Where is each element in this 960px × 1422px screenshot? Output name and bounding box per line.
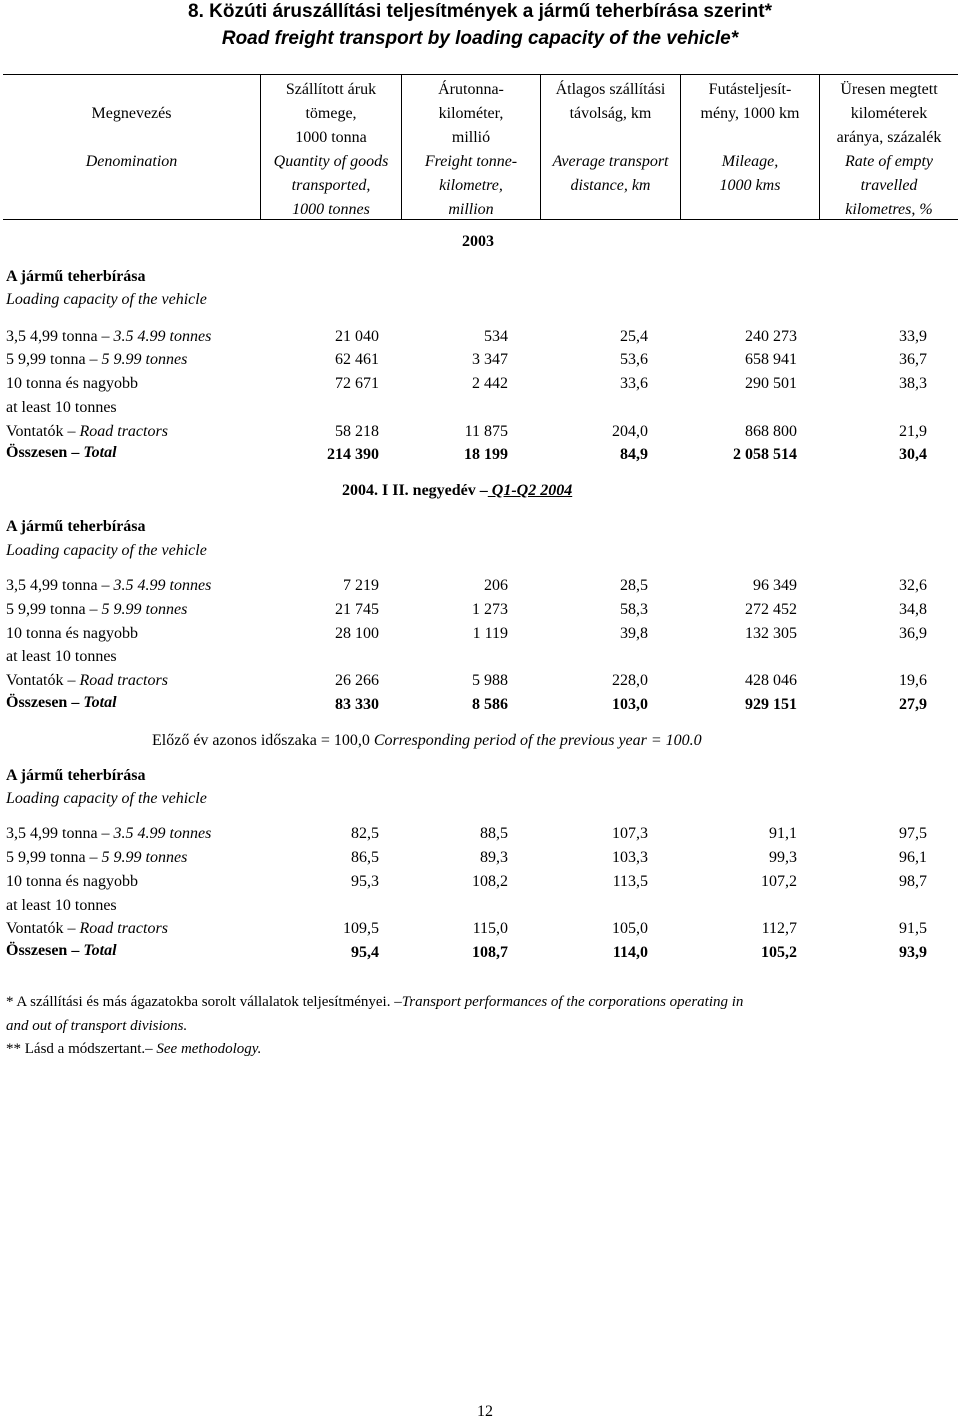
header-text: Megnevezés xyxy=(91,105,172,122)
header-mileage xyxy=(681,78,819,198)
header-text: Freight tonne- xyxy=(424,153,518,170)
table-cell: 3 347 xyxy=(472,351,508,368)
header-text: kilometres, % xyxy=(845,201,933,218)
table-cell: 868 800 xyxy=(745,423,797,440)
table-cell: 28 100 xyxy=(335,625,379,642)
table-cell-total: 114,0 xyxy=(612,944,648,961)
table-cell: 240 273 xyxy=(745,328,797,345)
table-cell-total: 95,4 xyxy=(351,944,379,961)
table-cell: 39,8 xyxy=(620,625,648,642)
table-cell: 62 461 xyxy=(335,351,379,368)
table-cell-total: 83 330 xyxy=(335,696,379,713)
row-label-5-9: 5 9,99 tonna – 5 9.99 tonnes xyxy=(6,849,188,866)
capacity-label: A jármű teherbírása xyxy=(6,268,146,285)
table-cell: 88,5 xyxy=(480,825,508,842)
row-label-10plus: 10 tonna és nagyobb xyxy=(6,873,138,890)
header-text: transported, xyxy=(291,177,371,194)
header-text: million xyxy=(448,201,494,218)
table-cell: 72 671 xyxy=(335,375,379,392)
table-cell: 105,0 xyxy=(612,920,648,937)
table-cell: 534 xyxy=(484,328,508,345)
header-text: Quantity of goods xyxy=(273,153,389,170)
table-cell: 96,1 xyxy=(899,849,927,866)
table-cell: 113,5 xyxy=(612,873,648,890)
table-cell: 107,2 xyxy=(761,873,797,890)
table-cell: 26 266 xyxy=(335,672,379,689)
header-text: 1000 kms xyxy=(719,177,781,194)
row-label-total: Összesen – Total xyxy=(6,942,117,959)
table-cell: 11 875 xyxy=(464,423,508,440)
table-cell-total: 105,2 xyxy=(761,944,797,961)
header-tonne-km xyxy=(402,78,540,222)
row-label-3-5: 3,5 4,99 tonna – 3.5 4.99 tonnes xyxy=(6,328,212,345)
header-text: Average transport xyxy=(552,153,669,170)
header-text: distance, km xyxy=(570,177,651,194)
table-cell-total: 929 151 xyxy=(745,696,797,713)
table-cell-total: 30,4 xyxy=(899,446,927,463)
table-cell: 21 745 xyxy=(335,601,379,618)
table-cell: 32,6 xyxy=(899,577,927,594)
row-label-5-9: 5 9,99 tonna – 5 9.99 tonnes xyxy=(6,601,188,618)
footnote-1: * A szállítási és más ágazatokba sorolt vállalatok teljesítményei. –Transport performances of the corporations operating in xyxy=(6,994,744,1010)
header-text: Rate of empty xyxy=(845,153,933,170)
table-cell: 25,4 xyxy=(620,328,648,345)
header-text: millió xyxy=(451,129,491,146)
row-label-10plus-en: at least 10 tonnes xyxy=(6,399,117,416)
table-cell: 109,5 xyxy=(343,920,379,937)
page-number: 12 xyxy=(477,1403,493,1420)
table-cell: 36,9 xyxy=(899,625,927,642)
table-cell: 95,3 xyxy=(351,873,379,890)
table-cell-total: 93,9 xyxy=(899,944,927,961)
table-cell: 206 xyxy=(484,577,508,594)
header-text: Árutonna- xyxy=(438,81,504,98)
row-label-total: Összesen – Total xyxy=(6,444,117,461)
table-cell: 28,5 xyxy=(620,577,648,594)
row-label-10plus: 10 tonna és nagyobb xyxy=(6,375,138,392)
table-cell: 1 119 xyxy=(472,625,508,642)
header-text: aránya, százalék xyxy=(836,129,942,146)
row-label-tractors: Vontatók – Road tractors xyxy=(6,920,168,937)
capacity-label-en: Loading capacity of the vehicle xyxy=(6,291,207,308)
capacity-label-en: Loading capacity of the vehicle xyxy=(6,790,207,807)
table-cell: 82,5 xyxy=(351,825,379,842)
table-cell: 7 219 xyxy=(343,577,379,594)
table-cell: 2 442 xyxy=(472,375,508,392)
capacity-label: A jármű teherbírása xyxy=(6,767,146,784)
table-cell: 91,5 xyxy=(899,920,927,937)
header-text: Üresen megtett xyxy=(840,81,938,98)
table-cell: 132 305 xyxy=(745,625,797,642)
table-cell: 99,3 xyxy=(769,849,797,866)
table-cell: 97,5 xyxy=(899,825,927,842)
header-text: tömege, xyxy=(305,105,357,122)
table-cell: 53,6 xyxy=(620,351,648,368)
table-cell: 228,0 xyxy=(612,672,648,689)
header-empty-rate xyxy=(820,78,958,222)
table-cell-total: 108,7 xyxy=(472,944,508,961)
row-label-tractors: Vontatók – Road tractors xyxy=(6,423,168,440)
row-label-total: Összesen – Total xyxy=(6,694,117,711)
table-cell: 107,3 xyxy=(612,825,648,842)
table-cell-total: 18 199 xyxy=(464,446,508,463)
header-text: távolság, km xyxy=(569,105,652,122)
footnote-1-cont: and out of transport divisions. xyxy=(6,1018,188,1034)
header-text: Szállított áruk xyxy=(285,81,377,98)
header-distance xyxy=(541,78,680,198)
table-cell: 36,7 xyxy=(899,351,927,368)
header-denomination xyxy=(3,102,260,174)
header-text: kilométer, xyxy=(438,105,504,122)
header-text: Mileage, xyxy=(721,153,779,170)
header-text: travelled xyxy=(860,177,918,194)
table-cell: 1 273 xyxy=(472,601,508,618)
section-label-index: Előző év azonos időszaka = 100,0 Corresponding period of the previous year = 100.0 xyxy=(152,732,702,749)
table-cell: 38,3 xyxy=(899,375,927,392)
table-cell: 89,3 xyxy=(480,849,508,866)
row-label-3-5: 3,5 4,99 tonna – 3.5 4.99 tonnes xyxy=(6,825,212,842)
table-cell: 34,8 xyxy=(899,601,927,618)
footnote-2: ** Lásd a módszertant.– See methodology. xyxy=(6,1041,262,1057)
header-text: kilometre, xyxy=(439,177,503,194)
header-text: kilométerek xyxy=(850,105,928,122)
table-cell: 58 218 xyxy=(335,423,379,440)
header-text: Átlagos szállítási xyxy=(555,81,666,98)
row-label-10plus-en: at least 10 tonnes xyxy=(6,897,117,914)
header-text: Denomination xyxy=(85,153,178,170)
table-cell: 21 040 xyxy=(335,328,379,345)
row-label-10plus: 10 tonna és nagyobb xyxy=(6,625,138,642)
table-cell: 58,3 xyxy=(620,601,648,618)
header-text: mény, 1000 km xyxy=(700,105,800,122)
header-quantity xyxy=(261,78,401,222)
table-cell-total: 103,0 xyxy=(612,696,648,713)
table-cell-total: 214 390 xyxy=(327,446,379,463)
table-cell-total: 8 586 xyxy=(472,696,508,713)
table-cell: 33,9 xyxy=(899,328,927,345)
table-cell: 86,5 xyxy=(351,849,379,866)
table-cell: 19,6 xyxy=(899,672,927,689)
header-text: Futásteljesít- xyxy=(708,81,792,98)
row-label-10plus-en: at least 10 tonnes xyxy=(6,648,117,665)
page-title: 8. Közúti áruszállítási teljesítmények a jármű teherbírása szerint* xyxy=(188,1,772,22)
table-cell-total: 27,9 xyxy=(899,696,927,713)
section-label-2004: 2004. I II. negyedév – Q1-Q2 2004 xyxy=(342,482,573,499)
row-label-5-9: 5 9,99 tonna – 5 9.99 tonnes xyxy=(6,351,188,368)
table-cell: 103,3 xyxy=(612,849,648,866)
section-label-2003: 2003 xyxy=(462,233,494,250)
table-cell: 112,7 xyxy=(761,920,797,937)
table-cell: 5 988 xyxy=(472,672,508,689)
table-cell: 272 452 xyxy=(745,601,797,618)
table-cell: 658 941 xyxy=(745,351,797,368)
table-cell: 428 046 xyxy=(745,672,797,689)
table-cell: 21,9 xyxy=(899,423,927,440)
table-cell: 98,7 xyxy=(899,873,927,890)
table-cell: 108,2 xyxy=(472,873,508,890)
table-cell: 96 349 xyxy=(753,577,797,594)
header-text: 1000 tonnes xyxy=(292,201,370,218)
table-cell: 204,0 xyxy=(612,423,648,440)
table-cell: 115,0 xyxy=(472,920,508,937)
capacity-label: A jármű teherbírása xyxy=(6,518,146,535)
row-label-3-5: 3,5 4,99 tonna – 3.5 4.99 tonnes xyxy=(6,577,212,594)
table-cell: 33,6 xyxy=(620,375,648,392)
page-subtitle: Road freight transport by loading capacity of the vehicle* xyxy=(221,28,739,49)
capacity-label-en: Loading capacity of the vehicle xyxy=(6,542,207,559)
table-cell-total: 2 058 514 xyxy=(733,446,797,463)
row-label-tractors: Vontatók – Road tractors xyxy=(6,672,168,689)
table-cell-total: 84,9 xyxy=(620,446,648,463)
table-cell: 91,1 xyxy=(769,825,797,842)
header-text: 1000 tonna xyxy=(295,129,367,146)
table-cell: 290 501 xyxy=(745,375,797,392)
